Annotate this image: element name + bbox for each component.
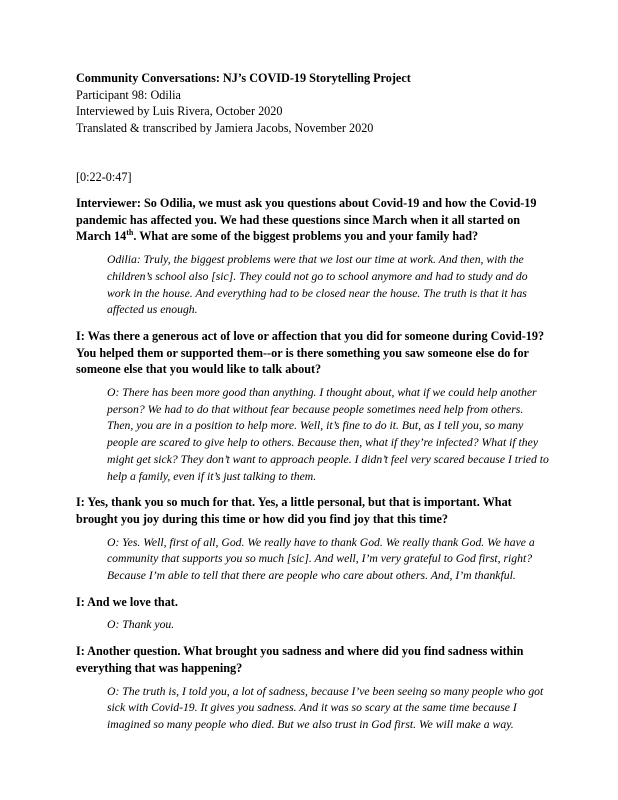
- exchange: [76, 195, 552, 319]
- participant-answer: Odilia: Truly, the biggest problems were that we lost our time at work. And then, with the children’s school also [sic]. They could not go to school anymore and had to study and do work in the house. And everything had to be closed near the house. The truth is that it has affected us enough.: [107, 253, 528, 317]
- translator-line: Translated & transcribed by Jamiera Jacobs, November 2020: [76, 121, 374, 136]
- interviewer-question: Interviewer: So Odilia, we must ask you questions about Covid-19 and how the Covid-19 pandemic has affected you. We had these questions since March when it all started on March 14th. What are some of the biggest problems you and your family had?: [76, 196, 537, 244]
- document-title: Community Conversations: NJ’s COVID-19 Storytelling Project: [76, 71, 411, 85]
- interviewer-question: I: Another question. What brought you sadness and where did you find sadness within everything that was happening?: [76, 644, 524, 675]
- participant-answer: O: There has been more good than anything. I thought about, what if we could help another person? We had to do that without fear because people sometimes need help from others. Then, you are in a position to help more. Well, it’s fine to do it. But, as I tell you, so many people are scared to give help to others. Because then, what if they’re infected? What if they might get sick? They don’t want to approach people. I didn’t feel very scared because I tried to help a family, even if it’s just talking to them.: [107, 386, 549, 483]
- participant-answer: O: The truth is, I told you, a lot of sadness, because I’ve been seeing so many people who got sick with Covid-19. It gives you sadness. And it was so scary at the same time because I imagined so many people who died. But we also trust in God first. We will make a way.: [107, 684, 544, 731]
- participant-answer: O: Yes. Well, first of all, God. We really have to thank God. We really thank God. We have a community that supports you so much [sic]. And well, I’m very grateful to God first, right? Because I’m able to tell that there are people who care about others. And, I’m thankful.: [107, 535, 535, 583]
- interviewer-question: I: Yes, thank you so much for that. Yes, a little personal, but that is important. What brought you joy during this time or how did you find joy that this time?: [76, 495, 512, 526]
- exchange: [76, 594, 552, 634]
- exchange: [76, 643, 552, 734]
- interviewer-line: Interviewed by Luis Rivera, October 2020: [76, 104, 283, 119]
- exchange: [76, 494, 552, 585]
- document-header: [76, 70, 556, 137]
- participant-answer: O: Thank you.: [107, 618, 175, 632]
- interviewer-question: I: And we love that.: [76, 594, 178, 609]
- interviewer-question: I: Was there a generous act of love or affection that you did for someone during Covid-19? You helped them or supported them--or is there something you saw someone else do for someone else that you would like to talk about?: [76, 328, 545, 377]
- transcript-body: [76, 186, 552, 734]
- participant-line: Participant 98: Odilia: [76, 87, 181, 102]
- timestamp: [0:22-0:47]: [76, 170, 132, 184]
- exchange: [76, 328, 552, 485]
